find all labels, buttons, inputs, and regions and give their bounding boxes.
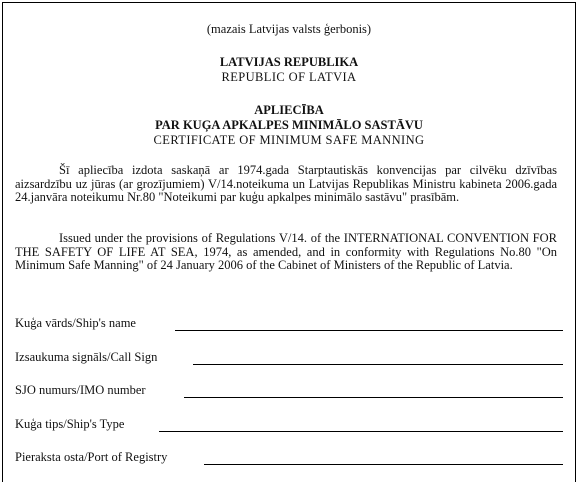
paragraph-en <box>15 232 557 273</box>
paragraph-lv <box>15 164 557 205</box>
country-name-lv: LATVIJAS REPUBLIKA <box>219 55 359 69</box>
emblem-note: (mazais Latvijas valsts ģerbonis) <box>206 22 372 36</box>
paragraph-en-text: Issued under the provisions of Regulations V/14. of the INTERNATIONAL CONVENTION FOR THE SAFETY OF LIFE AT SEA, 1974, as amended, and in conformity with Regulations No.80 "On Minimum Safe Manning" of 24 January 2006 of the Cabinet of Ministers of the Republic of Latvia. <box>15 231 557 272</box>
imo-number-label: SJO numurs/IMO number <box>15 383 146 397</box>
title-lv-line1: APLIECĪBA <box>254 103 324 117</box>
call-sign-label: Izsaukuma signāls/Call Sign <box>15 350 158 364</box>
ship-type-field[interactable] <box>159 431 563 432</box>
certificate-document <box>2 2 576 482</box>
port-of-registry-label: Pieraksta osta/Port of Registry <box>15 450 168 464</box>
paragraph-lv-text: Šī apliecība izdota saskaņā ar 1974.gada Starptautiskās konvencijas par cilvēku dzīvības aizsardzību uz jūras (ar grozījumiem) V/14.noteikuma un Latvijas Republikas Ministru kabineta 2006.gada 24.janvāra noteikumu Nr.80 "Noteikumi par kuģu apkalpes minimālo sastāvu" prasībām. <box>15 163 557 204</box>
title-en: CERTIFICATE OF MINIMUM SAFE MANNING <box>153 133 425 147</box>
call-sign-field[interactable] <box>193 364 563 365</box>
ship-name-label: Kuģa vārds/Ship's name <box>15 316 136 330</box>
country-name-en: REPUBLIC OF LATVIA <box>221 70 357 84</box>
title-lv-line2: PAR KUĢA APKALPES MINIMĀLO SASTĀVU <box>155 118 423 132</box>
ship-name-field[interactable] <box>175 330 563 331</box>
ship-type-label: Kuģa tips/Ship's Type <box>15 417 125 431</box>
imo-number-field[interactable] <box>184 397 563 398</box>
port-of-registry-field[interactable] <box>204 464 563 465</box>
